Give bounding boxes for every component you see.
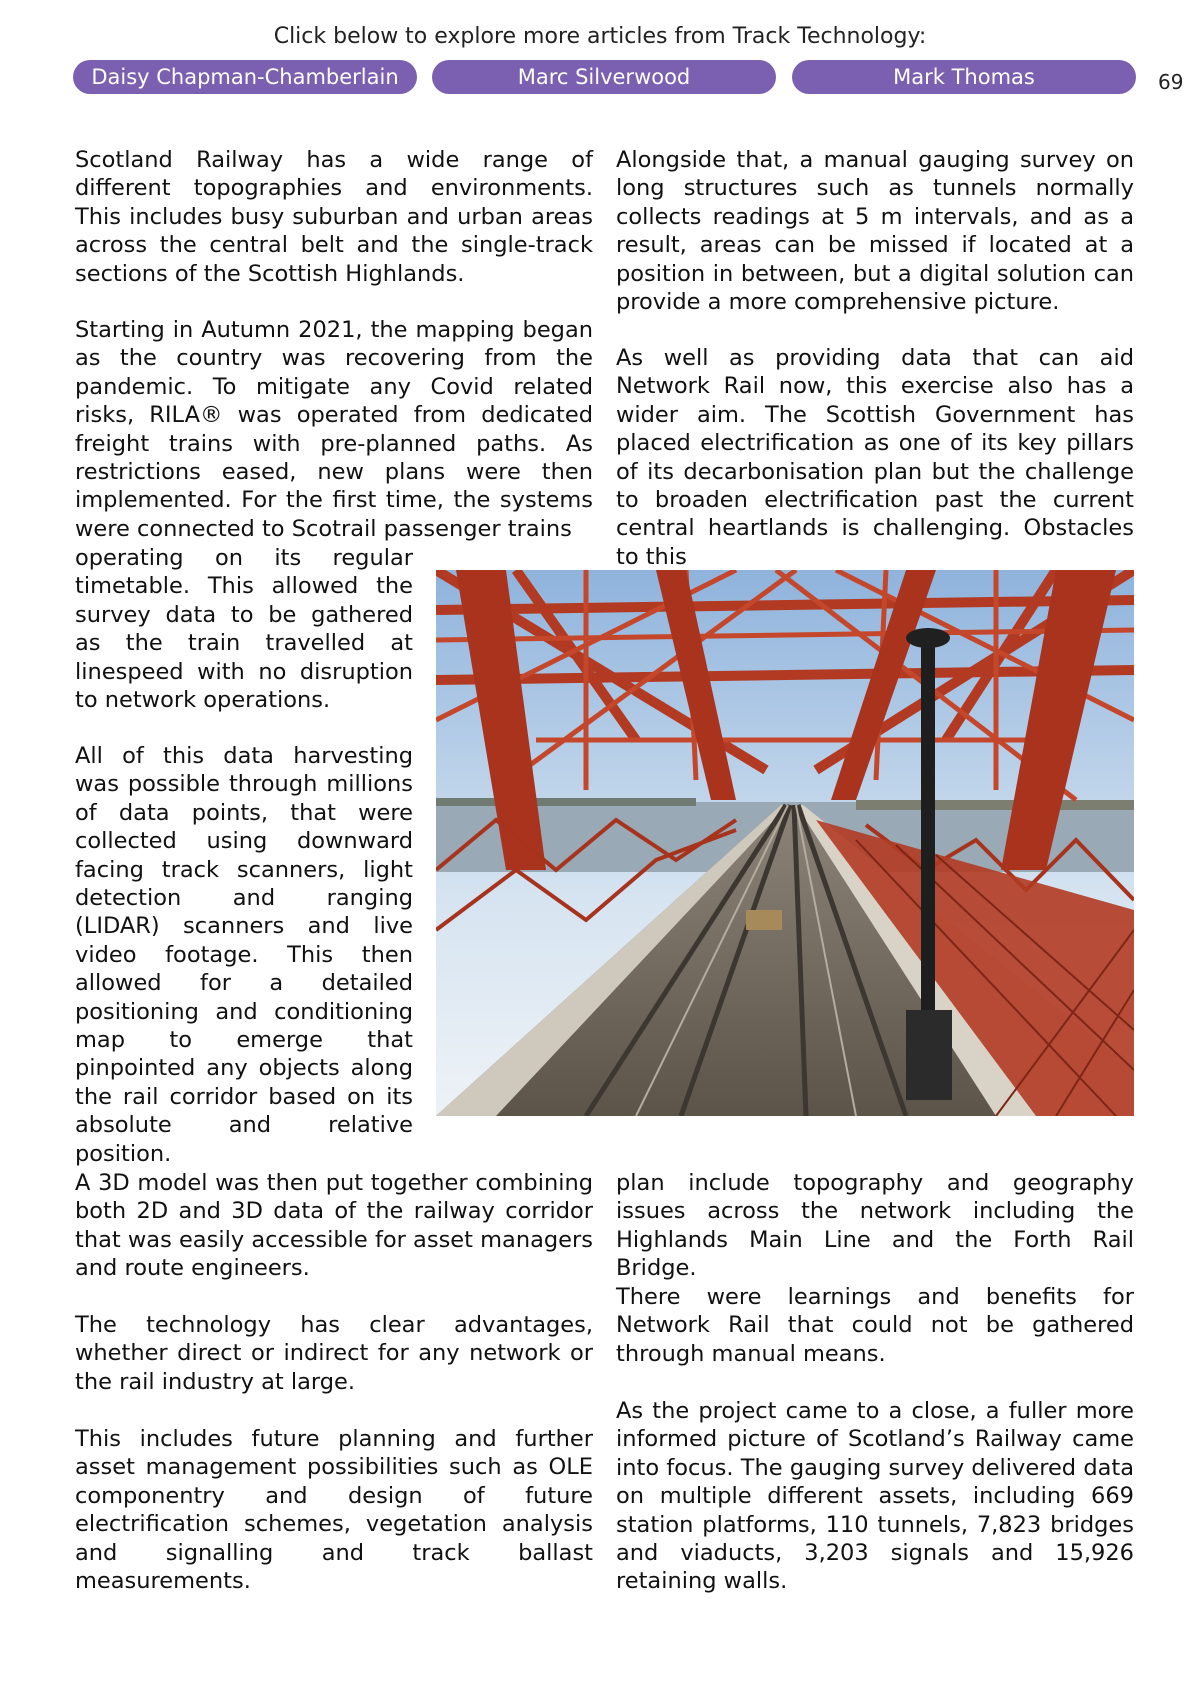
paragraph-project-close: As the project came to a close, a fuller more informed picture of Scotland’s Railway came into focus. The gauging survey delivered data on multiple different assets, including 669 station platforms, 110 tunnels, 7,823 bridges and viaducts, 3,203 signals and 15,926 retaining walls. bbox=[616, 1398, 1134, 1595]
paragraph-topography-issues: plan include topography and geography issues across the network including the Highlands Main Line and the Forth Rail Bridge. bbox=[616, 1170, 1134, 1282]
paragraph-mapping-began: Starting in Autumn 2021, the mapping began as the country was recovering from the pandemic. To mitigate any Covid related risks, RILA® was operated from dedicated freight trains with pre-planned paths. As restrictions eased, new plans were then implemented. For the first time, the systems were connected to Scotrail passenger trains bbox=[75, 317, 593, 542]
explore-prompt: Click below to explore more articles from Track Technology: bbox=[273, 24, 927, 49]
paragraph-topographies: Scotland Railway has a wide range of different topographies and environments. This includes busy suburban and urban areas across the central belt and the single-track sections of the Scottish Highlands. bbox=[75, 147, 593, 287]
paragraph-manual-gauging: Alongside that, a manual gauging survey on long structures such as tunnels normally collects readings at 5 m intervals, and as a result, areas can be missed if located at a position in between, but a digital solution can provide a more comprehensive picture. bbox=[616, 147, 1134, 316]
page-number: 69 bbox=[1158, 70, 1184, 94]
bridge-photo-illustration bbox=[436, 570, 1134, 1116]
paragraph-future-planning: This includes future planning and further asset management possibilities such as OLE componentry and design of future electrification schemes, vegetation analysis and signalling and track ballast measurements. bbox=[75, 1426, 593, 1595]
forth-bridge-track-photo bbox=[436, 570, 1134, 1116]
paragraph-regular-timetable: operating on its regular timetable. This allowed the survey data to be gathered as the train travelled at linespeed with no disruption to network operations. bbox=[75, 545, 413, 714]
paragraph-data-harvesting: All of this data harvesting was possible through millions of data points, that were collected using downward facing track scanners, light detection and ranging (LIDAR) scanners and live video footage. This then allowed for a detailed positioning and conditioning map to emerge that pinpointed any objects along the rail corridor based on its absolute and relative position. bbox=[75, 743, 413, 1167]
paragraph-wider-aim: As well as providing data that can aid Network Rail now, this exercise also has a wider aim. The Scottish Government has placed electrification as one of its key pillars of its decarbonisation plan but the challenge to broaden electrification past the current central heartlands is challenging. Obstacles to this bbox=[616, 345, 1134, 570]
paragraph-technology-advantages: The technology has clear advantages, whether direct or indirect for any network or the rail industry at large. bbox=[75, 1312, 593, 1395]
author-link-marc-silverwood[interactable]: Marc Silverwood bbox=[432, 60, 776, 94]
author-link-daisy-chapman-chamberlain[interactable]: Daisy Chapman-Chamberlain bbox=[73, 60, 417, 94]
paragraph-learnings: There were learnings and benefits for Network Rail that could not be gathered through manual means. bbox=[616, 1284, 1134, 1367]
paragraph-3d-model: A 3D model was then put together combining both 2D and 3D data of the railway corridor that was easily accessible for asset managers and route engineers. bbox=[75, 1170, 593, 1282]
author-link-mark-thomas[interactable]: Mark Thomas bbox=[792, 60, 1136, 94]
